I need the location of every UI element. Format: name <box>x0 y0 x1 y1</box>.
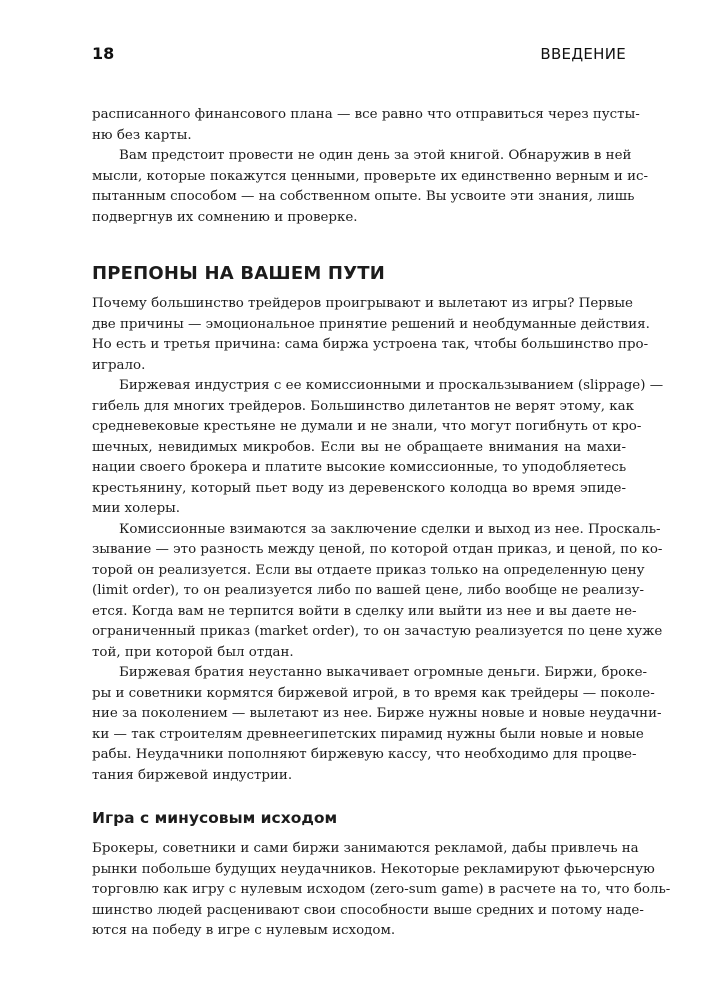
text-line: Биржевая индустрия с ее комиссионными и проскальзыванием (slippage) — <box>119 378 664 393</box>
text-line: подвергнув их сомнению и проверке. <box>92 209 358 225</box>
paragraph-continued <box>92 105 640 146</box>
paragraph <box>92 520 663 664</box>
page-number: 18 <box>92 44 115 63</box>
text-line: играло. <box>92 357 146 373</box>
page-body <box>92 105 671 942</box>
text-line: мии холеры. <box>92 501 181 516</box>
text-line: торговлю как игру с нулевым исходом (zero-sum game) в расчете на то, что боль- <box>92 882 671 897</box>
paragraph <box>92 294 650 376</box>
text-line: ется. Когда вам не терпится войти в сделку или выйти из нее и вы даете не- <box>92 603 637 619</box>
text-line: зывание — это разность между ценой, по которой отдан приказ, и ценой, по ко- <box>92 542 663 557</box>
text-line: нации своего брокера и платите высокие комиссионные, то уподобляетесь <box>92 460 627 475</box>
subsection-heading: Игра с минусовым исходом <box>92 809 338 827</box>
text-line: Вам предстоит провести не один день за этой книгой. Обнаружив в ней <box>119 148 632 163</box>
text-line: пытанным способом — на собственном опыте. Вы усвоите эти знания, лишь <box>92 189 635 204</box>
text-line: рабы. Неудачники пополняют биржевую кассу, что необходимо для процве- <box>92 747 637 762</box>
running-section-title: ВВЕДЕНИЕ <box>540 45 626 63</box>
text-line: мысли, которые покажутся ценными, проверьте их единственно верным и ис- <box>92 168 649 184</box>
text-line: тания биржевой индустрии. <box>92 767 293 783</box>
text-line: Почему большинство трейдеров проигрывают и вылетают из игры? Первые <box>92 296 633 311</box>
text-line: ню без карты. <box>92 127 192 143</box>
paragraph <box>92 839 671 942</box>
text-line: Комиссионные взимаются за заключение сделки и выход из нее. Проскаль- <box>119 521 661 537</box>
text-line: ры и советники кормятся биржевой игрой, в то время как трейдеры — поколе- <box>92 685 655 701</box>
text-line: крестьянину, который пьет воду из деревенского колодца во время эпиде- <box>92 480 626 496</box>
paragraph <box>92 376 664 520</box>
text-line: Биржевая братия неустанно выкачивает огромные деньги. Биржи, броке- <box>119 665 648 680</box>
text-line: две причины — эмоциональное принятие решений и необдуманные действия. <box>92 316 650 332</box>
text-line: шинство людей расценивают свои способности выше средних и потому наде- <box>92 902 644 918</box>
text-line: средневековые крестьяне не думали и не знали, что могут погибнуть от кро- <box>92 419 642 434</box>
text-line: (limit order), то он реализуется либо по вашей цене, либо вообще не реализу- <box>92 583 645 598</box>
text-line: гибель для многих трейдеров. Большинство дилетантов не верят этому, как <box>92 398 634 414</box>
paragraph <box>92 146 649 228</box>
text-line: рынки побольше будущих неудачников. Некоторые рекламируют фьючерсную <box>92 861 655 877</box>
text-line: шечных, невидимых микробов. Если вы не обращаете внимания на махи- <box>92 439 626 455</box>
section-heading: ПРЕПОНЫ НА ВАШЕМ ПУТИ <box>92 263 386 284</box>
text-line: ются на победу в игре с нулевым исходом. <box>92 923 396 938</box>
text-line: ограниченный приказ (market order), то он зачастую реализуется по цене хуже <box>92 624 663 639</box>
text-line: ки — так строителям древнеегипетских пирамид нужны были новые и новые <box>92 726 644 742</box>
text-line: ние за поколением — вылетают из нее. Бирже нужны новые и новые неудачни- <box>92 706 662 721</box>
running-header <box>92 44 626 63</box>
text-line: Брокеры, советники и сами биржи занимаются рекламой, дабы привлечь на <box>92 841 639 856</box>
text-line: торой он реализуется. Если вы отдаете приказ только на определенную цену <box>92 562 645 578</box>
text-line: той, при которой был отдан. <box>92 644 294 660</box>
paragraph <box>92 663 662 786</box>
text-line: Но есть и третья причина: сама биржа устроена так, чтобы большинство про- <box>92 337 649 352</box>
text-line: расписанного финансового плана — все равно что отправиться через пусты- <box>92 107 640 122</box>
